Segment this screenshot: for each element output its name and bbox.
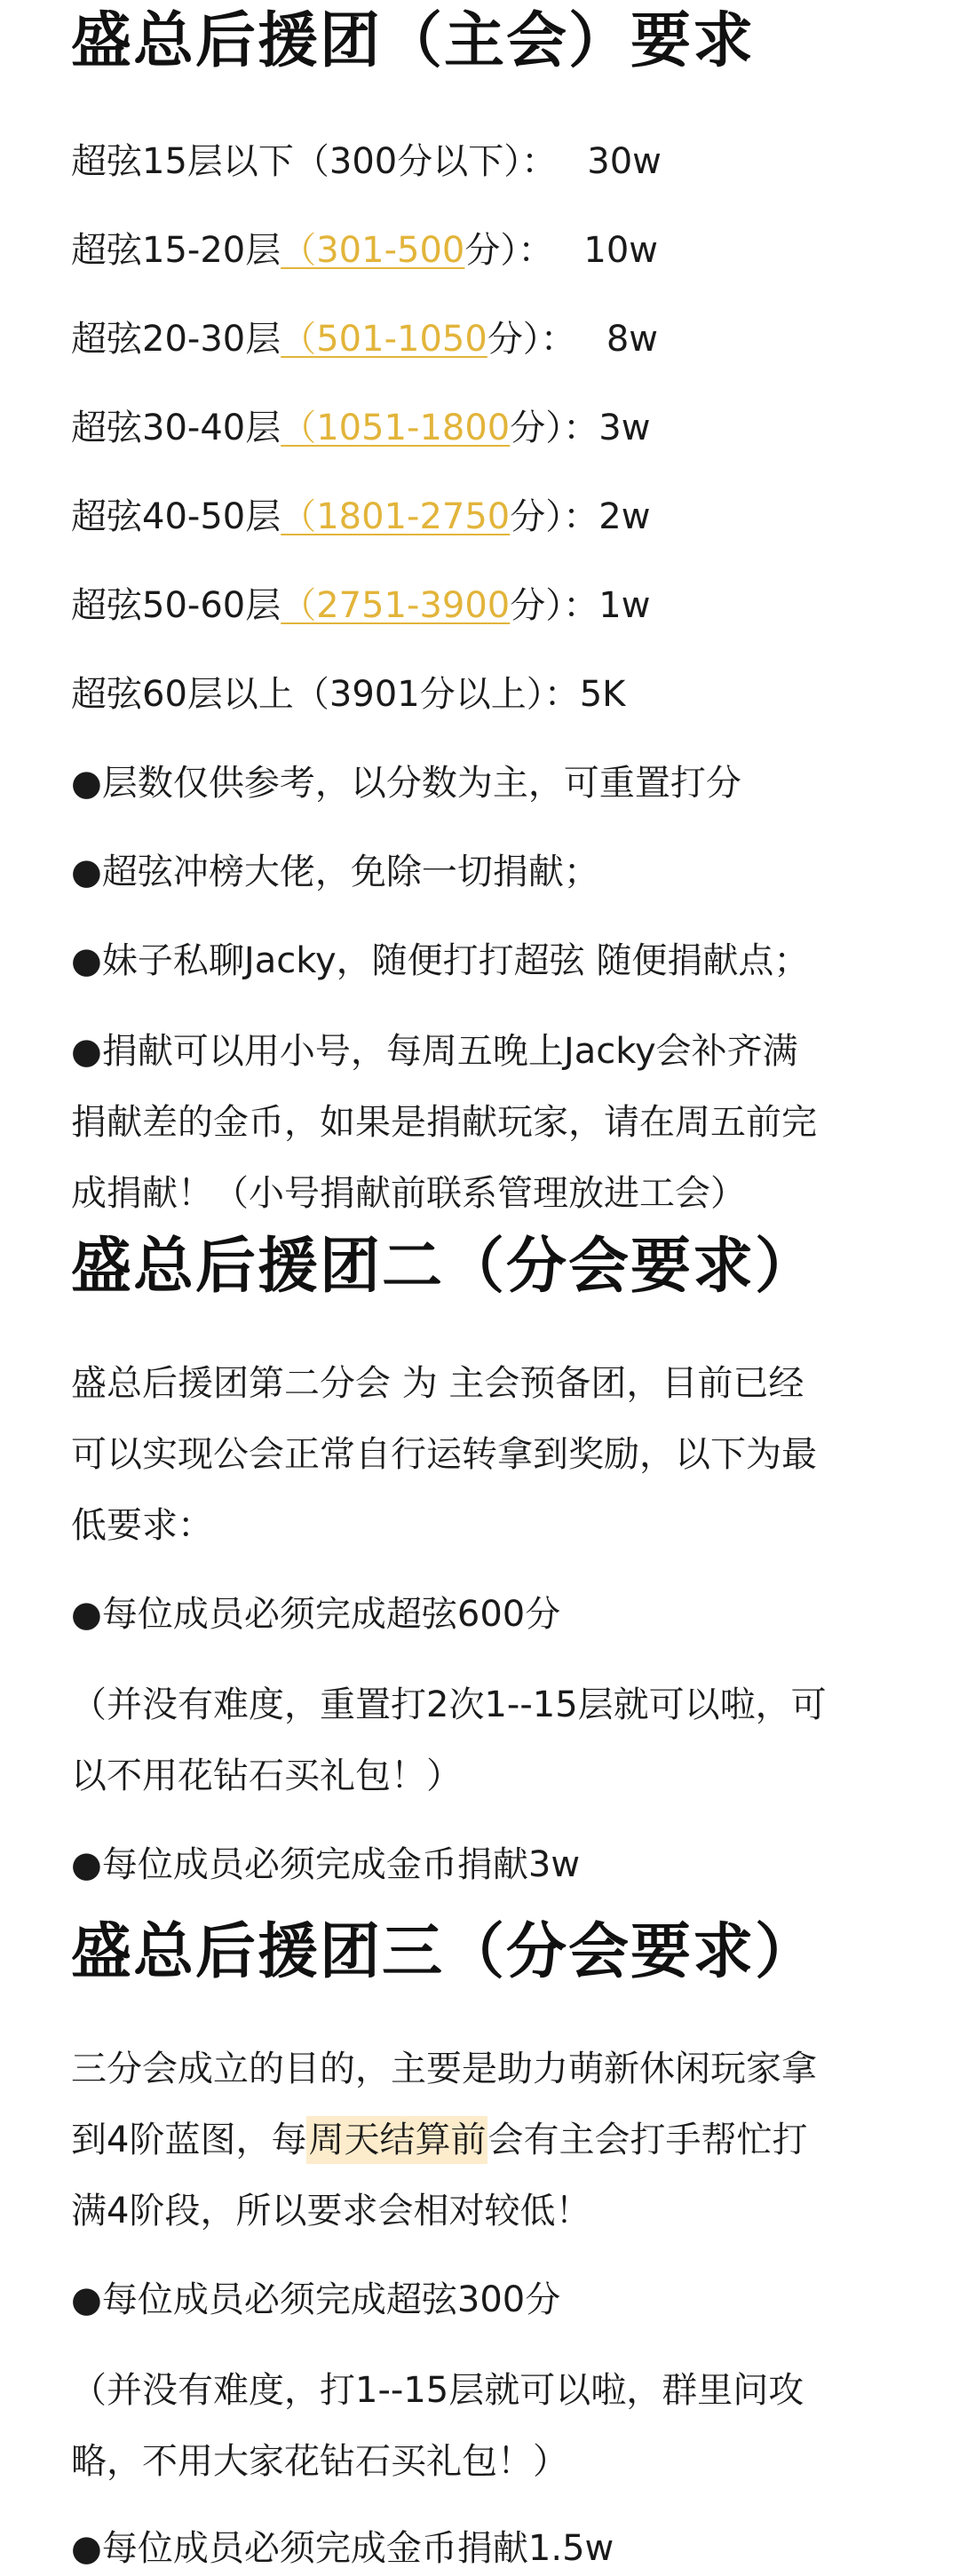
section2-title: 盛总后援团二（分会要求） [71, 1232, 818, 1302]
intro-text: 到4阶蓝图，每 [71, 2120, 307, 2160]
score-range-link[interactable]: （501-1050 [281, 319, 487, 360]
tier-value: 30w [587, 141, 662, 182]
note-paragraph-line: 成捐献！（小号捐献前联系管理放进工会） [71, 1173, 746, 1214]
intro-text: 会有主会打手帮忙打 [487, 2120, 808, 2160]
note-bullet: ●超弦冲榜大佬，免除一切捐献； [71, 852, 599, 892]
requirement-bullet: ●每位成员必须完成金币捐献3w [71, 1844, 581, 1885]
tier-row [71, 229, 658, 272]
tier-row [71, 584, 650, 627]
tier-label: 超弦15-20层 [71, 230, 281, 271]
tier-value: 5K [579, 674, 626, 715]
note-bullet: ●妹子私聊Jacky，随便打打超弦 随便捐献点； [71, 940, 810, 981]
tier-value: 2w [598, 496, 651, 537]
requirement-bullet: ●每位成员必须完成超弦300分 [71, 2279, 561, 2320]
requirement-note-line: 略，不用大家花钻石买礼包！） [71, 2441, 568, 2482]
section1-title: 盛总后援团（主会）要求 [71, 6, 756, 76]
requirement-note-line: （并没有难度，重置打2次1--15层就可以啦，可 [71, 1684, 827, 1725]
intro-line: 满4阶段，所以要求会相对较低！ [71, 2191, 591, 2231]
requirement-bullet: ●每位成员必须完成金币捐献1.5w [71, 2528, 614, 2569]
intro-line: 低要求： [71, 1505, 213, 1546]
tier-value: 10w [583, 230, 658, 271]
section3-title: 盛总后援团三（分会要求） [71, 1917, 818, 1987]
requirement-note-line: （并没有难度，打1--15层就可以啦，群里问攻 [71, 2370, 804, 2411]
tier-label-suffix: 分）： [510, 496, 599, 537]
intro-line: 可以实现公会正常自行运转拿到奖励，以下为最 [71, 1434, 817, 1475]
tier-label: 超弦60层以上（3901分以上）： [71, 674, 580, 715]
requirement-note-line: 以不用花钻石买礼包！） [71, 1756, 462, 1796]
tier-row [71, 318, 658, 361]
tier-row [71, 673, 625, 716]
tier-value: 3w [598, 408, 651, 448]
score-range-link[interactable]: （301-500 [281, 230, 465, 271]
tier-label-suffix: 分）： [510, 408, 599, 448]
note-bullet: ●层数仅供参考，以分数为主，可重置打分 [71, 763, 741, 804]
intro-line: 盛总后援团第二分会 为 主会预备团，目前已经 [71, 1363, 804, 1404]
note-paragraph-line: ●捐献可以用小号，每周五晚上Jacky会补齐满 [71, 1031, 798, 1072]
tier-row [71, 495, 650, 538]
score-range-link[interactable]: （1801-2750 [281, 496, 511, 537]
tier-label: 超弦15层以下（300分以下）： [71, 141, 558, 182]
tier-label: 超弦50-60层 [71, 585, 281, 626]
tier-label-suffix: 分）： [510, 585, 599, 626]
tier-row [71, 140, 662, 183]
intro-line: 三分会成立的目的，主要是助力萌新休闲玩家拿 [71, 2049, 817, 2089]
tier-value: 8w [606, 319, 658, 360]
score-range-link[interactable]: （1051-1800 [281, 408, 511, 448]
tier-row [71, 407, 650, 449]
note-paragraph-line: 捐献差的金币，如果是捐献玩家，请在周五前完 [71, 1102, 817, 1143]
tier-label: 超弦30-40层 [71, 408, 281, 448]
tier-value: 1w [598, 585, 651, 626]
highlighted-text: 周天结算前 [306, 2116, 487, 2164]
tier-label: 超弦20-30层 [71, 319, 281, 360]
requirement-bullet: ●每位成员必须完成超弦600分 [71, 1594, 561, 1635]
tier-label-suffix: 分）： [464, 230, 554, 271]
tier-label: 超弦40-50层 [71, 496, 281, 537]
intro-line [71, 2119, 807, 2161]
score-range-link[interactable]: （2751-3900 [281, 585, 511, 626]
tier-label-suffix: 分）： [487, 319, 576, 360]
